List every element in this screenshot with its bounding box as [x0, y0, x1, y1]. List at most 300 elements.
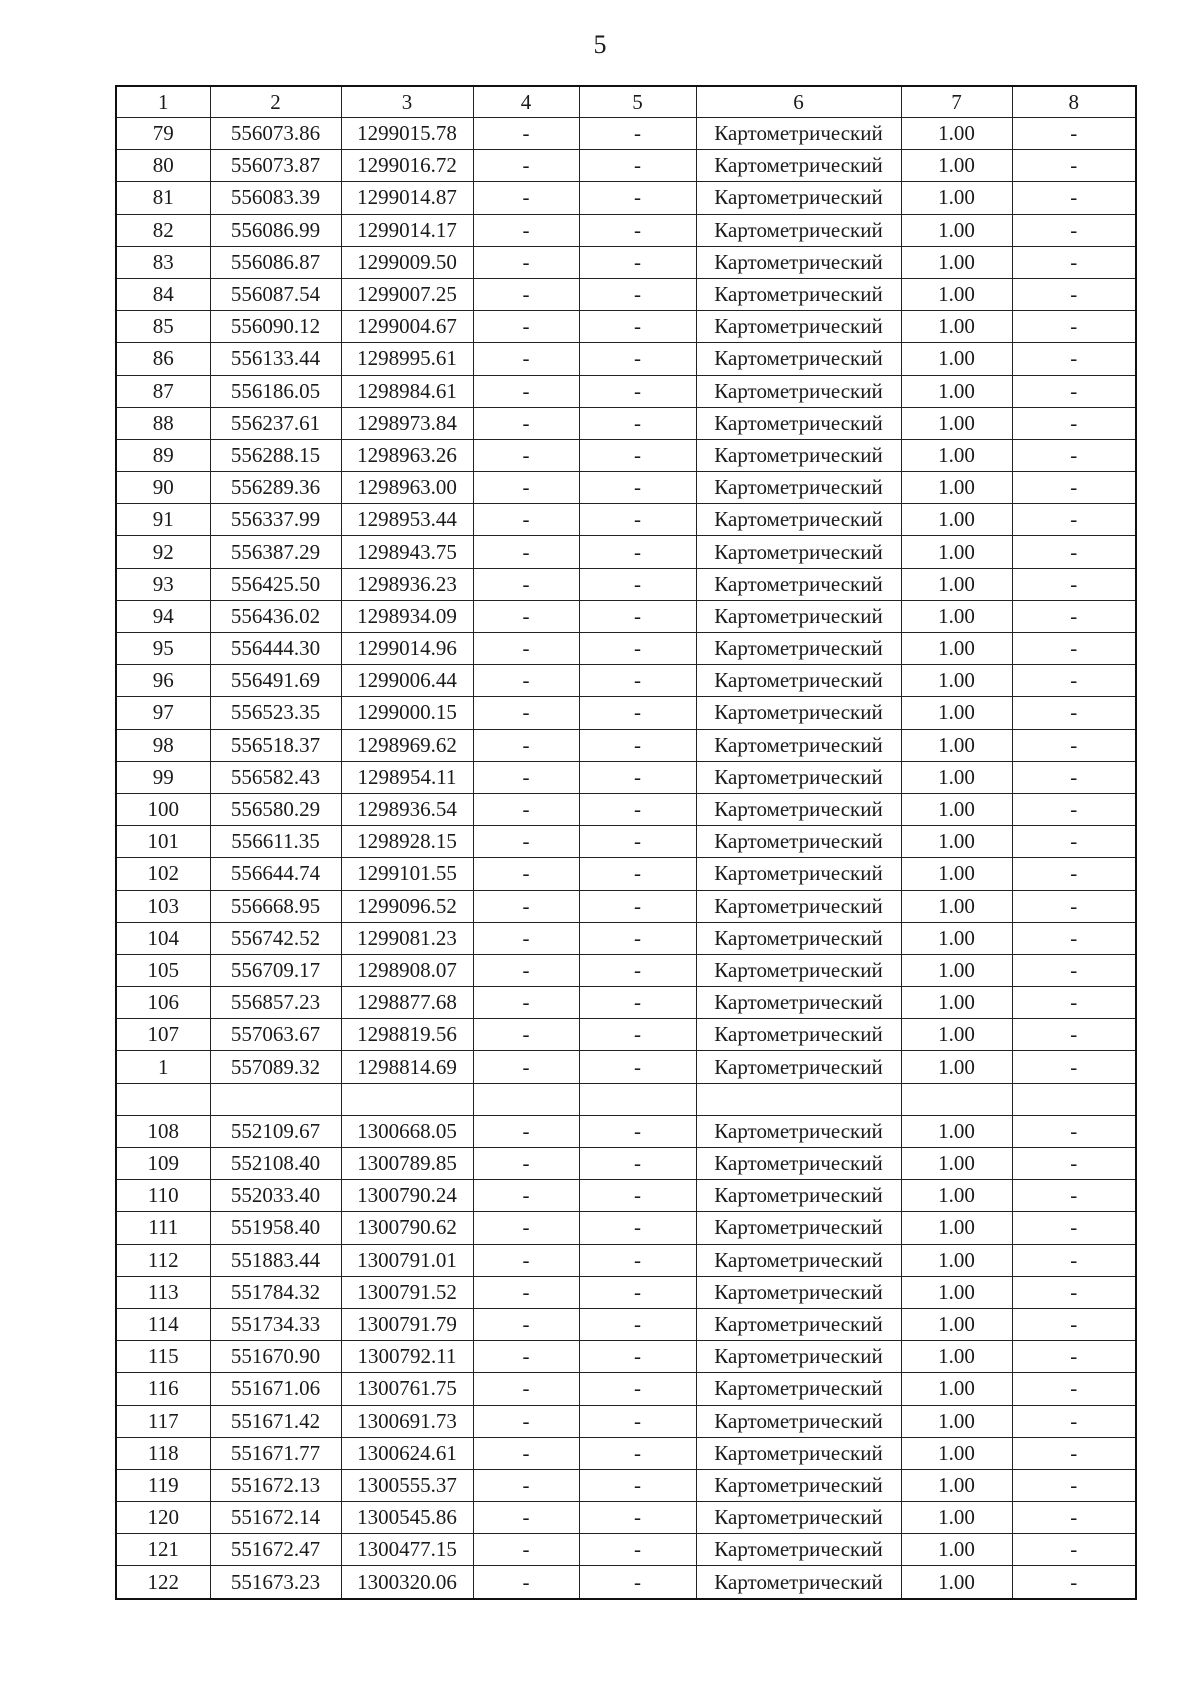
table-cell: Картометрический: [696, 214, 901, 246]
table-cell: [473, 1083, 579, 1115]
table-cell: -: [579, 278, 696, 310]
table-cell: -: [1012, 1502, 1136, 1534]
table-cell: 1.00: [901, 439, 1012, 471]
table-cell: -: [579, 1469, 696, 1501]
table-cell: -: [473, 407, 579, 439]
table-cell: Картометрический: [696, 343, 901, 375]
table-row: [116, 439, 1136, 471]
table-cell: -: [1012, 1276, 1136, 1308]
table-cell: Картометрический: [696, 1115, 901, 1147]
table-cell: -: [1012, 890, 1136, 922]
table-cell: Картометрический: [696, 472, 901, 504]
table-cell: 1298908.07: [341, 954, 473, 986]
table-cell: -: [579, 407, 696, 439]
table-cell: -: [473, 761, 579, 793]
table-row: [116, 890, 1136, 922]
table-cell: -: [473, 987, 579, 1019]
table-cell: Картометрический: [696, 1051, 901, 1083]
table-cell: Картометрический: [696, 826, 901, 858]
table-row: [116, 568, 1136, 600]
column-header: 1: [116, 86, 210, 118]
table-cell: -: [473, 954, 579, 986]
table-cell: -: [473, 697, 579, 729]
table-row: [116, 729, 1136, 761]
table-cell: 556387.29: [210, 536, 341, 568]
table-cell: -: [1012, 1341, 1136, 1373]
table-cell: -: [579, 1308, 696, 1340]
table-cell: -: [473, 118, 579, 150]
table-cell: 556186.05: [210, 375, 341, 407]
table-cell: -: [579, 1405, 696, 1437]
table-cell: 551784.32: [210, 1276, 341, 1308]
table-cell: -: [1012, 246, 1136, 278]
table-cell: -: [579, 1244, 696, 1276]
table-cell: 103: [116, 890, 210, 922]
table-cell: Картометрический: [696, 1148, 901, 1180]
table-cell: [116, 1083, 210, 1115]
table-cell: 109: [116, 1148, 210, 1180]
table-row: [116, 1212, 1136, 1244]
table-cell: 1.00: [901, 1534, 1012, 1566]
table-cell: 85: [116, 311, 210, 343]
table-row: [116, 922, 1136, 954]
table-row: [116, 150, 1136, 182]
table-cell: -: [1012, 536, 1136, 568]
table-cell: -: [579, 118, 696, 150]
table-cell: 1300792.11: [341, 1341, 473, 1373]
table-row: [116, 118, 1136, 150]
table-cell: 551734.33: [210, 1308, 341, 1340]
table-cell: -: [1012, 1212, 1136, 1244]
table-cell: -: [579, 954, 696, 986]
table-cell: 116: [116, 1373, 210, 1405]
table-cell: 115: [116, 1341, 210, 1373]
table-cell: -: [579, 214, 696, 246]
table-cell: 1299014.96: [341, 633, 473, 665]
table-row: [116, 1148, 1136, 1180]
table-cell: 1300790.24: [341, 1180, 473, 1212]
table-cell: -: [473, 1019, 579, 1051]
table-cell: Картометрический: [696, 1212, 901, 1244]
table-cell: Картометрический: [696, 600, 901, 632]
table-cell: 556742.52: [210, 922, 341, 954]
table-cell: Картометрический: [696, 1566, 901, 1599]
table-cell: 86: [116, 343, 210, 375]
table-row: [116, 761, 1136, 793]
table-cell: 89: [116, 439, 210, 471]
table-cell: Картометрический: [696, 890, 901, 922]
table-cell: 557089.32: [210, 1051, 341, 1083]
table-cell: -: [473, 536, 579, 568]
table-cell: -: [579, 665, 696, 697]
table-cell: -: [579, 568, 696, 600]
table-cell: 556086.99: [210, 214, 341, 246]
table-cell: 1.00: [901, 1308, 1012, 1340]
table-cell: 1.00: [901, 472, 1012, 504]
table-cell: 1.00: [901, 1148, 1012, 1180]
table-cell: -: [1012, 1405, 1136, 1437]
table-cell: -: [1012, 954, 1136, 986]
table-cell: -: [1012, 1244, 1136, 1276]
table-cell: -: [473, 890, 579, 922]
table-cell: 95: [116, 633, 210, 665]
table-cell: -: [473, 1341, 579, 1373]
table-cell: 1300545.86: [341, 1502, 473, 1534]
table-cell: 556709.17: [210, 954, 341, 986]
table-cell: -: [579, 472, 696, 504]
table-cell: -: [473, 472, 579, 504]
table-cell: Картометрический: [696, 150, 901, 182]
table-row: [116, 633, 1136, 665]
table-cell: Картометрический: [696, 439, 901, 471]
table-cell: 83: [116, 246, 210, 278]
table-cell: -: [579, 793, 696, 825]
table-cell: -: [473, 665, 579, 697]
table-row: [116, 665, 1136, 697]
table-cell: 556444.30: [210, 633, 341, 665]
table-cell: 118: [116, 1437, 210, 1469]
table-cell: 1299081.23: [341, 922, 473, 954]
table-cell: -: [473, 1308, 579, 1340]
table-cell: 556580.29: [210, 793, 341, 825]
table-row: [116, 1051, 1136, 1083]
table-row: [116, 1276, 1136, 1308]
table-cell: Картометрический: [696, 1502, 901, 1534]
table-cell: 114: [116, 1308, 210, 1340]
table-cell: Картометрический: [696, 1534, 901, 1566]
table-cell: -: [1012, 761, 1136, 793]
table-cell: 120: [116, 1502, 210, 1534]
table-cell: -: [473, 633, 579, 665]
table-cell: 104: [116, 922, 210, 954]
table-cell: 1298969.62: [341, 729, 473, 761]
table-cell: 1299000.15: [341, 697, 473, 729]
table-cell: -: [579, 1341, 696, 1373]
table-cell: Картометрический: [696, 504, 901, 536]
table-cell: 106: [116, 987, 210, 1019]
table-cell: 1.00: [901, 1244, 1012, 1276]
table-cell: -: [1012, 1180, 1136, 1212]
table-cell: 1.00: [901, 954, 1012, 986]
table-cell: -: [1012, 214, 1136, 246]
table-cell: Картометрический: [696, 793, 901, 825]
table-cell: -: [1012, 343, 1136, 375]
table-cell: 557063.67: [210, 1019, 341, 1051]
table-cell: -: [579, 1534, 696, 1566]
column-header: 5: [579, 86, 696, 118]
table-row: [116, 1244, 1136, 1276]
table-cell: 556073.87: [210, 150, 341, 182]
table-cell: 1300477.15: [341, 1534, 473, 1566]
table-cell: -: [579, 922, 696, 954]
table-cell: Картометрический: [696, 118, 901, 150]
table-cell: Картометрический: [696, 1308, 901, 1340]
table-cell: 1.00: [901, 922, 1012, 954]
table-cell: 1298995.61: [341, 343, 473, 375]
table-cell: -: [1012, 793, 1136, 825]
table-cell: 1300320.06: [341, 1566, 473, 1599]
table-cell: -: [473, 568, 579, 600]
table-cell: Картометрический: [696, 1180, 901, 1212]
table-row: [116, 1469, 1136, 1501]
table-cell: 1.00: [901, 761, 1012, 793]
table-cell: -: [579, 150, 696, 182]
table-cell: 1298819.56: [341, 1019, 473, 1051]
table-cell: 100: [116, 793, 210, 825]
table-cell: 90: [116, 472, 210, 504]
table-row: [116, 697, 1136, 729]
table-cell: -: [473, 1566, 579, 1599]
table-cell: -: [1012, 568, 1136, 600]
table-cell: 551672.14: [210, 1502, 341, 1534]
table-cell: 1298877.68: [341, 987, 473, 1019]
table-cell: Картометрический: [696, 665, 901, 697]
table-cell: 556083.39: [210, 182, 341, 214]
table-cell: 1298953.44: [341, 504, 473, 536]
table-cell: Картометрический: [696, 1373, 901, 1405]
table-row: [116, 278, 1136, 310]
table-cell: -: [579, 182, 696, 214]
column-header: 8: [1012, 86, 1136, 118]
table-cell: -: [473, 1212, 579, 1244]
table-body: [116, 118, 1136, 1599]
table-cell: -: [473, 1469, 579, 1501]
table-cell: 1298973.84: [341, 407, 473, 439]
table-cell: 1.00: [901, 1180, 1012, 1212]
table-cell: -: [1012, 118, 1136, 150]
table-cell: Картометрический: [696, 375, 901, 407]
table-row: [116, 1405, 1136, 1437]
table-cell: 1298963.26: [341, 439, 473, 471]
table-cell: 1.00: [901, 536, 1012, 568]
table-cell: -: [579, 504, 696, 536]
table-cell: 1.00: [901, 600, 1012, 632]
page-number: 5: [593, 30, 607, 59]
table-cell: -: [1012, 278, 1136, 310]
table-cell: Картометрический: [696, 858, 901, 890]
table-cell: Картометрический: [696, 697, 901, 729]
table-cell: -: [579, 1373, 696, 1405]
table-cell: -: [579, 987, 696, 1019]
table-cell: Картометрический: [696, 1276, 901, 1308]
table-cell: 1299014.17: [341, 214, 473, 246]
table-row: [116, 182, 1136, 214]
table-cell: -: [473, 214, 579, 246]
table-cell: 1299016.72: [341, 150, 473, 182]
table-cell: 1298984.61: [341, 375, 473, 407]
table-cell: -: [1012, 1019, 1136, 1051]
table-cell: Картометрический: [696, 987, 901, 1019]
column-header: 7: [901, 86, 1012, 118]
table-cell: 556289.36: [210, 472, 341, 504]
table-cell: -: [1012, 439, 1136, 471]
table-cell: 556436.02: [210, 600, 341, 632]
table-cell: 1300691.73: [341, 1405, 473, 1437]
table-cell: 556237.61: [210, 407, 341, 439]
table-cell: -: [1012, 826, 1136, 858]
table-cell: -: [1012, 1148, 1136, 1180]
table-cell: 1.00: [901, 665, 1012, 697]
table-row: [116, 793, 1136, 825]
table-cell: -: [473, 343, 579, 375]
table-cell: -: [579, 858, 696, 890]
table-cell: 1.00: [901, 504, 1012, 536]
table-cell: Картометрический: [696, 1405, 901, 1437]
table-cell: 117: [116, 1405, 210, 1437]
table-cell: -: [1012, 1534, 1136, 1566]
table-cell: 552033.40: [210, 1180, 341, 1212]
table-cell: -: [1012, 600, 1136, 632]
table-cell: [1012, 1083, 1136, 1115]
table-row: [116, 1019, 1136, 1051]
table-cell: -: [473, 1244, 579, 1276]
table-cell: 87: [116, 375, 210, 407]
table-cell: 552109.67: [210, 1115, 341, 1147]
table-cell: 556491.69: [210, 665, 341, 697]
table-row: [116, 407, 1136, 439]
table-cell: 99: [116, 761, 210, 793]
table-cell: -: [1012, 1437, 1136, 1469]
table-cell: 1.00: [901, 890, 1012, 922]
column-header: 2: [210, 86, 341, 118]
table-cell: -: [579, 729, 696, 761]
column-header: 4: [473, 86, 579, 118]
table-cell: Картометрический: [696, 182, 901, 214]
table-row: [116, 536, 1136, 568]
table-cell: 1298963.00: [341, 472, 473, 504]
table-cell: -: [473, 1405, 579, 1437]
table-cell: [696, 1083, 901, 1115]
table-cell: 105: [116, 954, 210, 986]
table-cell: -: [579, 343, 696, 375]
table-cell: -: [1012, 1373, 1136, 1405]
table-cell: -: [579, 890, 696, 922]
table-cell: 1298814.69: [341, 1051, 473, 1083]
table-cell: 122: [116, 1566, 210, 1599]
table-cell: -: [1012, 375, 1136, 407]
table-cell: -: [1012, 729, 1136, 761]
table-cell: 1.00: [901, 729, 1012, 761]
table-cell: -: [579, 697, 696, 729]
table-cell: 1.00: [901, 1566, 1012, 1599]
table-cell: -: [1012, 311, 1136, 343]
table-row: [116, 1341, 1136, 1373]
table-row: [116, 375, 1136, 407]
table-cell: -: [579, 1276, 696, 1308]
table-cell: 92: [116, 536, 210, 568]
table-cell: 1: [116, 1051, 210, 1083]
table-row: [116, 1534, 1136, 1566]
table-row: [116, 826, 1136, 858]
table-cell: 84: [116, 278, 210, 310]
table-cell: 80: [116, 150, 210, 182]
table-cell: 1.00: [901, 1276, 1012, 1308]
table-cell: 1299009.50: [341, 246, 473, 278]
table-cell: [210, 1083, 341, 1115]
table-cell: -: [473, 1373, 579, 1405]
table-cell: -: [1012, 407, 1136, 439]
table-cell: -: [1012, 922, 1136, 954]
table-cell: -: [473, 1148, 579, 1180]
table-cell: 81: [116, 182, 210, 214]
table-cell: 1300789.85: [341, 1148, 473, 1180]
table-cell: 556337.99: [210, 504, 341, 536]
table-cell: 1299096.52: [341, 890, 473, 922]
table-cell: -: [1012, 1308, 1136, 1340]
table-cell: Картометрический: [696, 633, 901, 665]
table-cell: 79: [116, 118, 210, 150]
table-cell: 1300791.79: [341, 1308, 473, 1340]
table-cell: 1.00: [901, 150, 1012, 182]
table-cell: -: [473, 858, 579, 890]
table-cell: 1.00: [901, 311, 1012, 343]
table-cell: Картометрический: [696, 246, 901, 278]
table-row: [116, 600, 1136, 632]
table-cell: Картометрический: [696, 536, 901, 568]
table-cell: 119: [116, 1469, 210, 1501]
table-cell: 551958.40: [210, 1212, 341, 1244]
table-cell: -: [473, 600, 579, 632]
table-cell: 111: [116, 1212, 210, 1244]
table-cell: [901, 1083, 1012, 1115]
table-row: [116, 1115, 1136, 1147]
table-cell: -: [579, 633, 696, 665]
table-cell: 1300790.62: [341, 1212, 473, 1244]
table-cell: 1298934.09: [341, 600, 473, 632]
table-cell: 1.00: [901, 278, 1012, 310]
table-cell: 1.00: [901, 1051, 1012, 1083]
table-header-row: [116, 86, 1136, 118]
table-row: [116, 954, 1136, 986]
table-cell: -: [579, 375, 696, 407]
table-cell: Картометрический: [696, 568, 901, 600]
table-cell: -: [1012, 182, 1136, 214]
table-cell: 556425.50: [210, 568, 341, 600]
table-cell: 1299015.78: [341, 118, 473, 150]
table-cell: 1298954.11: [341, 761, 473, 793]
table-cell: -: [1012, 504, 1136, 536]
table-cell: 1300668.05: [341, 1115, 473, 1147]
table-cell: [341, 1083, 473, 1115]
table-cell: 556090.12: [210, 311, 341, 343]
table-cell: 552108.40: [210, 1148, 341, 1180]
table-cell: 1.00: [901, 118, 1012, 150]
table-cell: 556644.74: [210, 858, 341, 890]
column-header: 6: [696, 86, 901, 118]
table-cell: 91: [116, 504, 210, 536]
table-cell: -: [579, 1566, 696, 1599]
table-row: [116, 1308, 1136, 1340]
table-cell: Картометрический: [696, 954, 901, 986]
table-cell: 88: [116, 407, 210, 439]
table-row: [116, 1566, 1136, 1599]
table-cell: Картометрический: [696, 922, 901, 954]
table-cell: 96: [116, 665, 210, 697]
table-cell: Картометрический: [696, 1019, 901, 1051]
table-cell: -: [473, 826, 579, 858]
table-cell: 1298936.23: [341, 568, 473, 600]
table-cell: 556133.44: [210, 343, 341, 375]
table-cell: -: [579, 536, 696, 568]
table-cell: 551883.44: [210, 1244, 341, 1276]
column-header: 3: [341, 86, 473, 118]
table-cell: 94: [116, 600, 210, 632]
table-row: [116, 504, 1136, 536]
table-cell: -: [579, 1019, 696, 1051]
table-cell: -: [473, 246, 579, 278]
table-cell: -: [473, 922, 579, 954]
table-cell: 1299004.67: [341, 311, 473, 343]
